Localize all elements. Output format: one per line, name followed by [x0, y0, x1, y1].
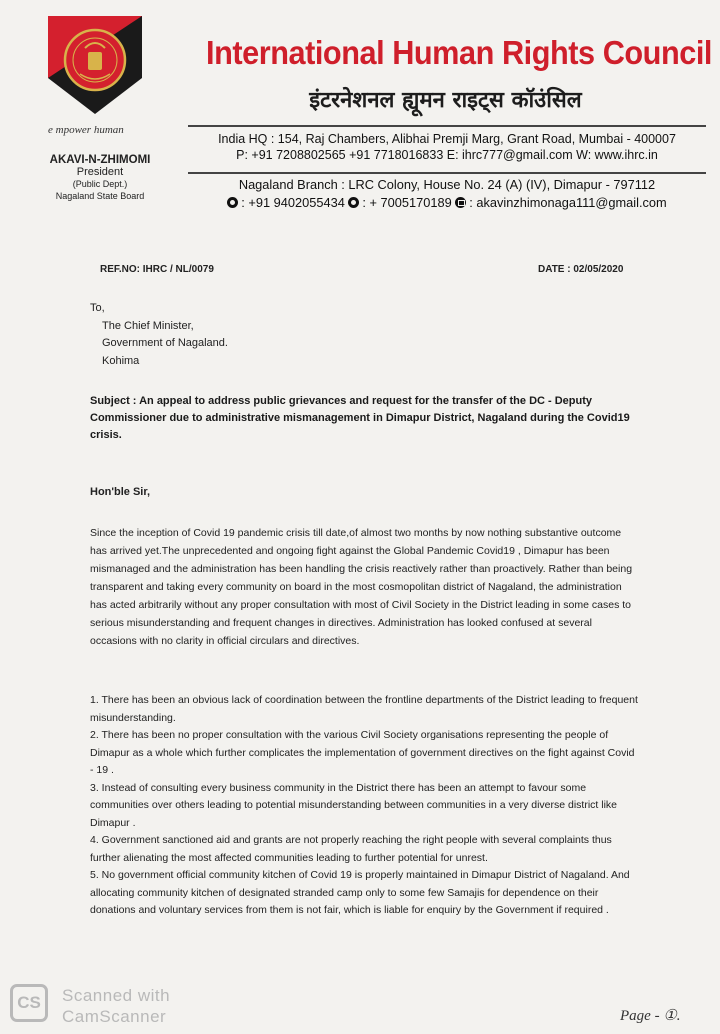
hq-address-block [188, 131, 706, 163]
email-icon [455, 197, 466, 208]
header-divider-bottom [188, 172, 706, 174]
salutation: Hon'ble Sir, [90, 486, 151, 498]
org-tagline: e mpower human [48, 124, 124, 136]
letter-subject: Subject : An appeal to address public grievances and request for the transfer of the DC - Deputy Commissioner due to administrative mismanagement in Dimapur District, Nagaland during the Covid19 crisis. [90, 395, 630, 441]
list-item: 3. Instead of consulting every business community in the District there has been an attempt to favour some communities over others leading to potential misunderstanding between communities in a very diverse district like Dimapur . [90, 781, 618, 829]
camscanner-logo: CS [10, 984, 48, 1022]
branch-contact [188, 194, 706, 212]
phone-icon [227, 197, 238, 208]
page-number-handwritten: Page - ①. [620, 1008, 681, 1024]
ihrc-emblem-logo [40, 12, 150, 118]
list-item: 5. No government official community kitchen of Covid 19 is properly maintained in Dimapur District of Nagaland. And allocating community kitchen of designated stranded camp only to some few Samajis for dependence on their donations and voluntary services from them is not fair, which is liable for enquiry by the Government if required . [90, 869, 630, 916]
watermark-line: CamScanner [62, 1007, 167, 1026]
branch-phone: : +91 9402055434 [241, 195, 345, 210]
hq-address: India HQ : 154, Raj Chambers, Alibhai Premji Marg, Grant Road, Mumbai - 400007 [218, 132, 676, 146]
reference-number: REF.NO: IHRC / NL/0079 [100, 264, 214, 275]
president-signature-block [30, 154, 170, 202]
letter-date: DATE : 02/05/2020 [538, 264, 624, 275]
president-name: AKAVI-N-ZHIMOMI [49, 154, 151, 166]
recipient-line: The Chief Minister, [102, 319, 194, 332]
org-title-hindi: इंटरनेशनल ह्यूमन राइट्स कॉउंसिल [309, 88, 582, 113]
intro-paragraph: Since the inception of Covid 19 pandemic crisis till date,of almost two months by now nothing substantive outcome has arrived yet.The unprecedented and ongoing fight against the Global Pandemic Covid19 , Dimapur has been mismanaged and the administration has been handling the crisis reactively rather than proactively. Rather than being transparent and taking every community on board in the most cosmopolitan district of Nagaland, the administration has acted arbitrarily without any proper consultation with most of Civil Society in the District leading in some cases to serious misunderstanding and frequent changes in directives. Administration has looked confused at several occasions with no clarity in official circulars and directives. [90, 527, 633, 647]
branch-email: : akavinzhimonaga111@gmail.com [469, 195, 667, 210]
camscanner-watermark [62, 985, 170, 1027]
list-item: 2. There has been no proper consultation with the various Civil Society organisations representing the people of Dimapur as a whole which further complicates the implementation of government directives on the fight against Covid - 19 . [90, 729, 635, 776]
branch-address-block [188, 176, 706, 212]
president-dept: (Public Dept.) [72, 179, 128, 189]
header-divider-top [188, 125, 706, 127]
recipient-line: To, [90, 302, 105, 314]
president-board: Nagaland State Board [55, 191, 145, 201]
list-item: 1. There has been an obvious lack of coordination between the frontline departments of the District leading to frequent misunderstanding. [90, 694, 638, 724]
hq-contact: P: +91 7208802565 +91 7718016833 E: ihrc777@gmail.com W: www.ihrc.in [236, 148, 658, 162]
watermark-line: Scanned with [62, 986, 171, 1005]
president-title: President [76, 166, 124, 178]
grievance-list [90, 692, 640, 920]
org-title: International Human Rights Council [206, 34, 712, 71]
whatsapp-icon [348, 197, 359, 208]
list-item: 4. Government sanctioned aid and grants are not properly reaching the right people with several complaints thus further alienating the most affected communities leading to further potential for unrest. [90, 834, 612, 864]
recipient-line: Kohima [102, 354, 140, 367]
recipient-address [90, 300, 228, 370]
branch-address: Nagaland Branch : LRC Colony, House No. 24 (A) (IV), Dimapur - 797112 [238, 177, 656, 192]
branch-whatsapp: : + 7005170189 [362, 195, 452, 210]
recipient-line: Government of Nagaland. [102, 337, 228, 349]
